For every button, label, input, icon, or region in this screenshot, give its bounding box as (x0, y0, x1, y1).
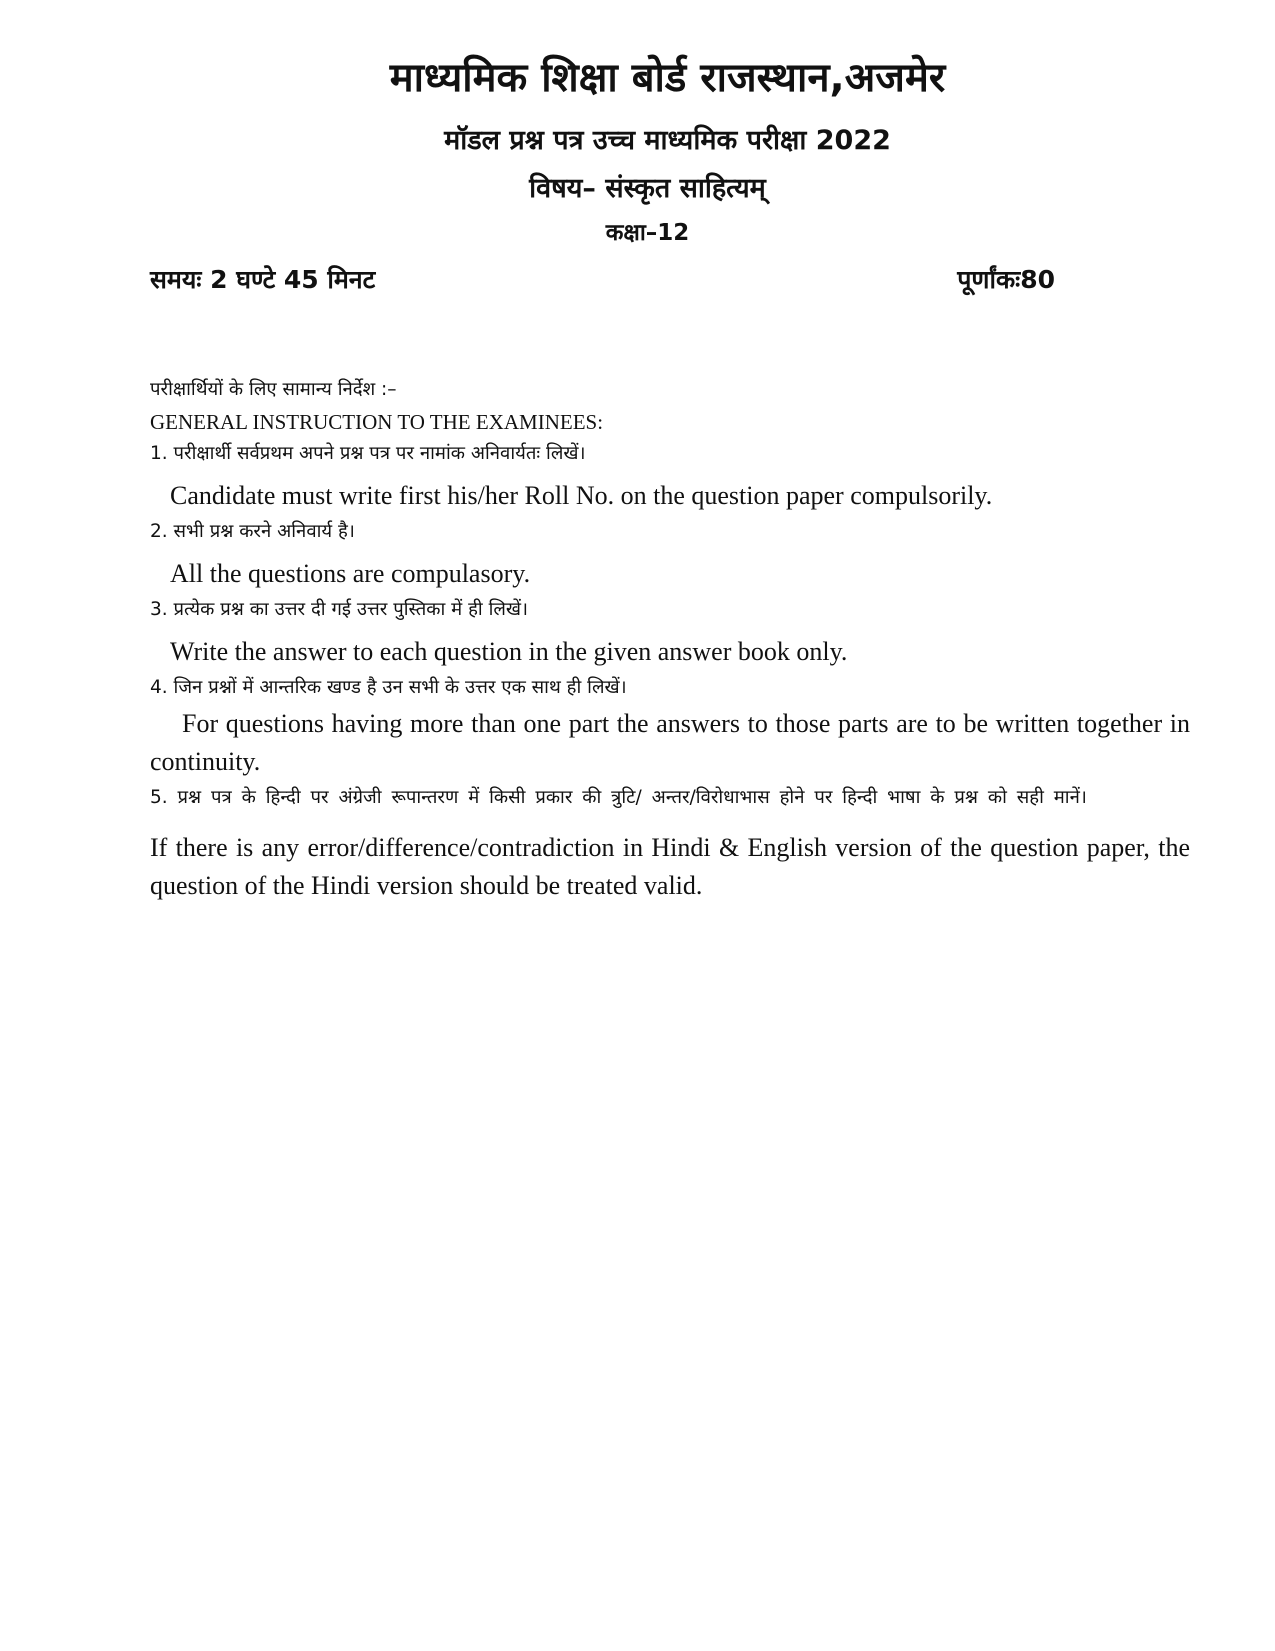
max-marks: पूर्णांकः80 (957, 265, 1055, 294)
instruction-3-english: Write the answer to each question in the given answer book only. (170, 637, 848, 666)
instructions-heading-hindi: परीक्षार्थियों के लिए सामान्य निर्देश :– (150, 379, 397, 400)
instruction-4-english: For questions having more than one part the answers to those parts are to be written together in continuity. (150, 709, 1190, 776)
time-allowed: समयः 2 घण्टे 45 मिनट (150, 265, 376, 294)
class-line: कक्षा–12 (605, 220, 690, 246)
exam-meta-row (150, 262, 1055, 296)
paper-title: मॉडल प्रश्न पत्र उच्च माध्यमिक परीक्षा 2022 (444, 125, 891, 156)
instruction-5-english: If there is any error/difference/contradiction in Hindi & English version of the question paper, the question of the Hindi version should be treated valid. (150, 833, 1190, 900)
subject-line: विषय– संस्कृत साहित्यम् (529, 173, 766, 204)
instruction-2-hindi: 2. सभी प्रश्न करने अनिवार्य है। (150, 521, 355, 542)
instructions-heading-english: GENERAL INSTRUCTION TO THE EXAMINEES: (150, 410, 604, 434)
instruction-1-english: Candidate must write first his/her Roll No. on the question paper compulsorily. (170, 481, 993, 510)
instruction-1-hindi: 1. परीक्षार्थी सर्वप्रथम अपने प्रश्न पत्र पर नामांक अनिवार्यतः लिखें। (150, 443, 586, 464)
instruction-5-hindi: 5. प्रश्न पत्र के हिन्दी पर अंग्रेजी रूपान्तरण में किसी प्रकार की त्रुटि/ अन्तर/विरोधाभास होने पर हिन्दी भाषा के प्रश्न को सही मानें। (150, 787, 1087, 808)
instruction-4-hindi: 4. जिन प्रश्नों में आन्तरिक खण्ड है उन सभी के उत्तर एक साथ ही लिखें। (150, 677, 627, 698)
instruction-3-hindi: 3. प्रत्येक प्रश्न का उत्तर दी गई उत्तर पुस्तिका में ही लिखें। (150, 599, 529, 620)
instruction-2-english: All the questions are compulasory. (170, 559, 531, 588)
board-title: माध्यमिक शिक्षा बोर्ड राजस्थान,अजमेर (389, 55, 946, 101)
general-instructions (150, 373, 1190, 905)
